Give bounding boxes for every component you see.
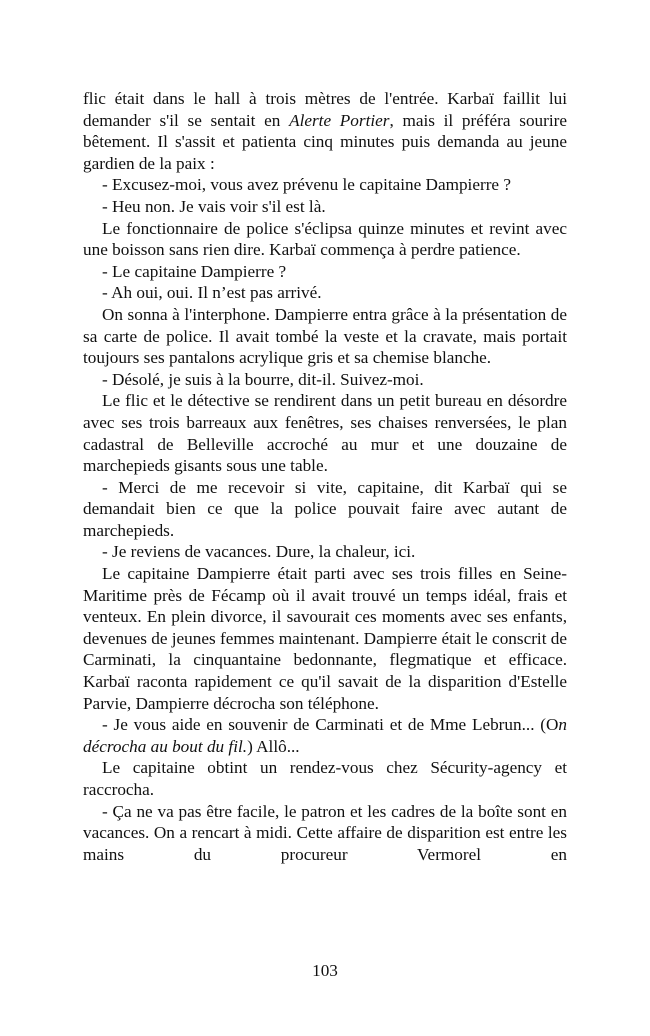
paragraph [83, 218, 567, 261]
text-segment: Le fonctionnaire de police s'éclipsa quinze minutes et revint avec une boisson sans rien dire. Karbaï commença à perdre patience. [83, 218, 567, 260]
paragraph [83, 174, 567, 196]
page-body [83, 88, 567, 865]
text-segment: - Désolé, je suis à la bourre, dit-il. Suivez-moi. [102, 369, 424, 389]
text-segment: flic était dans le hall à trois mètres de l'entrée. Karbaï faillit lui demander s'il se sentait en [83, 89, 567, 130]
paragraph [83, 541, 567, 563]
paragraph [83, 304, 567, 369]
text-segment: On sonna à l'interphone. Dampierre entra grâce à la présentation de sa carte de police. Il avait tombé la veste et la cravate, mais portait toujours ses pantalons acrylique gris et sa chemise blanche. [83, 304, 567, 368]
text-segment: - Ah oui, oui. Il n’est pas arrivé. [102, 283, 322, 303]
paragraph [83, 88, 567, 174]
paragraph [83, 757, 567, 800]
paragraph [83, 563, 567, 714]
paragraph [83, 714, 567, 757]
text-segment: - Je vous aide en souvenir de Carminati et de Mme Lebrun... (O [102, 715, 559, 735]
paragraph [83, 801, 567, 866]
text-segment: Le flic et le détective se rendirent dans un petit bureau en désordre avec ses trois barreaux aux fenêtres, ses chaises renversées, le plan cadastral de Belleville accroché au mur et une douzaine de marchepieds gisants sous une table. [83, 391, 567, 476]
text-segment: Le capitaine Dampierre était parti avec ses trois filles en Seine-Maritime près de Fécamp où il avait trouvé un temps idéal, frais et venteux. En plein divorce, il savourait ces moments avec ses enfants, devenues de jeunes femmes maintenant. Dampierre était le conscrit de Carminati, la cinquantaine bedonnante, flegmatique et efficace. Karbaï raconta rapidement ce qu'il savait de la disparition d'Estelle Parvie, Dampierre décrocha son téléphone. [83, 564, 567, 713]
italic-text: n décrocha au bout du fil. [83, 715, 567, 756]
text-segment: Le capitaine obtint un rendez-vous chez Sécurity-agency et raccrocha. [83, 758, 567, 799]
text-segment: - Ça ne va pas être facile, le patron et les cadres de la boîte sont en vacances. On a rencart à midi. Cette affaire de disparition est entre les mains du procureur Vermorel en [83, 801, 567, 864]
paragraph [83, 196, 567, 218]
paragraph [83, 369, 567, 391]
text-segment: - Excusez-moi, vous avez prévenu le capitaine Dampierre ? [102, 175, 511, 195]
text-segment: , mais il préféra sourire bêtement. Il s'assit et patienta cinq minutes puis demanda au jeune gardien de la paix : [83, 110, 567, 173]
italic-text: Alerte Portier [289, 110, 390, 130]
text-segment: ) Allô... [247, 736, 300, 756]
text-segment: - Le capitaine Dampierre ? [102, 261, 287, 281]
page-number: 103 [312, 961, 338, 980]
paragraph [83, 477, 567, 542]
paragraph [83, 390, 567, 476]
text-segment: - Merci de me recevoir si vite, capitaine, dit Karbaï qui se demandait bien ce que la police pouvait faire avec autant de marchepieds. [83, 477, 567, 540]
text-segment: - Heu non. Je vais voir s'il est là. [102, 196, 326, 216]
paragraph [83, 282, 567, 304]
text-segment: - Je reviens de vacances. Dure, la chaleur, ici. [102, 542, 416, 562]
paragraph [83, 261, 567, 283]
